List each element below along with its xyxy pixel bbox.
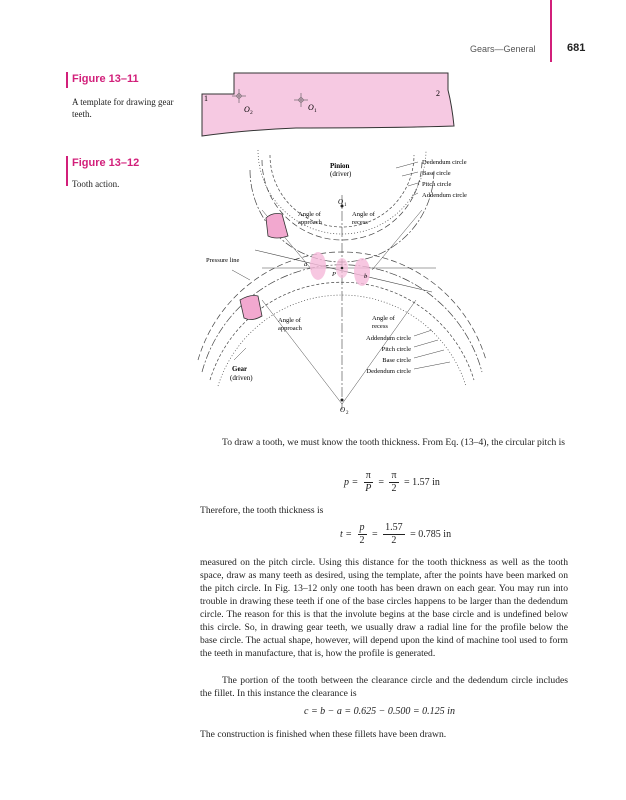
figure-13-12-caption: Tooth action.	[72, 179, 120, 189]
bottom-circle-label-3: Base circle	[382, 357, 411, 364]
tooth-action-diagram	[195, 140, 495, 422]
contact-region-a	[310, 252, 326, 280]
figure-13-11-accent-bar	[66, 72, 68, 88]
gear-tooth-shape	[240, 296, 262, 320]
pitch-point-dot	[341, 267, 344, 270]
paragraph-4: The portion of the tooth between the clearance circle and the dedendum circle includes the fillet. In this instance the clearance is	[200, 675, 568, 699]
pressure-line-leader	[232, 270, 250, 280]
top-circle-label-1: Dedendum circle	[422, 159, 467, 166]
template-o1-sub: 1	[314, 108, 317, 114]
eq2-den-1: 2	[359, 535, 365, 546]
top-circle-leaders	[396, 162, 418, 196]
eq2-den-2: 2	[391, 535, 397, 546]
figure-13-11-caption: A template for drawing gear teeth.	[72, 97, 174, 119]
eq2-result: = 0.785 in	[410, 528, 452, 540]
gear-label: Gear	[232, 365, 248, 373]
template-mark-1: 1	[204, 94, 208, 103]
paragraph-2: Therefore, the tooth thickness is	[200, 505, 324, 516]
eq1-frac-1	[364, 470, 373, 495]
pinion-tooth-shape	[266, 214, 288, 239]
eq1-den-1: P	[365, 483, 372, 494]
bottom-circle-label-4: Dedendum circle	[366, 368, 411, 375]
gear-label-leader	[234, 348, 246, 360]
figure-13-11-label: Figure 13–11	[72, 73, 139, 85]
point-a-label: a	[304, 261, 308, 268]
paragraph-5: The construction is finished when these fillets have been drawn.	[200, 729, 447, 740]
diagram-o2-label: O	[340, 406, 346, 414]
header-accent-rule	[550, 0, 552, 62]
diagram-o2-sub: 2	[346, 411, 349, 416]
template-mark-2: 2	[436, 89, 440, 98]
template-o2-sub: 2	[250, 110, 253, 116]
bottom-circle-label-1: Addendum circle	[366, 335, 411, 342]
eq1-num-2: π	[391, 470, 397, 481]
point-b-label: b	[364, 273, 368, 280]
angle-recess-top-2: recess	[352, 219, 368, 226]
eq1-num-1: π	[365, 470, 371, 481]
eq1-result: = 1.57 in	[404, 476, 440, 488]
top-circle-label-2: Base circle	[422, 170, 451, 177]
recess-leader-top	[372, 210, 422, 270]
figure-13-12-accent-bar	[66, 156, 68, 186]
angle-recess-top-1: Angle of	[352, 211, 375, 218]
eq2-equals: =	[372, 528, 378, 540]
eq1-lhs: p =	[344, 476, 359, 488]
equation-clearance: c = b − a = 0.625 − 0.500 = 0.125 in	[304, 706, 455, 717]
top-circle-label-4: Addendum circle	[422, 192, 467, 199]
approach-leader-bottom	[262, 300, 342, 404]
template-shape	[202, 73, 454, 136]
angle-approach-top-1: Angle of	[298, 211, 321, 218]
gear-template-figure	[196, 70, 458, 138]
bottom-circle-label-2: Pitch circle	[381, 346, 411, 353]
eq2-num-1: p	[359, 522, 365, 533]
angle-approach-bot-1: Angle of	[278, 317, 301, 324]
top-circle-label-3: Pitch circle	[422, 181, 452, 188]
diagram-o1-sub: 1	[344, 203, 347, 208]
eq2-frac-2	[383, 522, 405, 547]
bottom-circle-leaders	[414, 330, 450, 369]
paragraph-3: measured on the pitch circle. Using this distance for the tooth thickness as well as the tooth space, draw as many teeth as desired, using the template, after the points have been marked on the pitch circle. In Fig. 13–12 only one tooth has been drawn on each gear. You may run into trouble in drawing these teeth if one of the base circles happens to be larger than the dedendum circle. The reason for this is that the involute begins at the base circle and is undefined below this circle. So, in drawing gear teeth, we usually draw a radial line for the profile below the base circle. The actual shape, however, will depend upon the kind of machine tool used to form the teeth in manufacture, that is, how the profile is generated.	[200, 557, 568, 659]
angle-approach-top-2: approach	[298, 219, 322, 226]
angle-recess-bot-2: recess	[372, 323, 388, 330]
paragraph-1: To draw a tooth, we must know the tooth thickness. From Eq. (13–4), the circular pitch is	[222, 437, 566, 448]
running-title: Gears—General	[470, 44, 536, 54]
pressure-line-label: Pressure line	[206, 257, 240, 264]
figure-13-12-label: Figure 13–12	[72, 157, 140, 169]
equation-circular-pitch	[344, 470, 440, 495]
eq2-lhs: t =	[340, 528, 353, 540]
point-p-label: P	[332, 271, 336, 278]
pinion-label: Pinion	[330, 162, 350, 170]
template-o2-label: O	[244, 105, 250, 114]
eq1-frac-2	[389, 470, 398, 495]
equation-tooth-thickness	[340, 522, 451, 547]
angle-recess-bot-1: Angle of	[372, 315, 395, 322]
eq1-den-2: 2	[391, 483, 397, 494]
pinion-role: (driver)	[330, 170, 352, 178]
o2-center-dot	[341, 399, 344, 402]
diagram-o1-label: O	[338, 198, 344, 206]
eq2-frac-1	[358, 522, 367, 547]
template-o1-label: O	[308, 103, 314, 112]
page-number: 681	[567, 42, 586, 54]
gear-role: (driven)	[230, 374, 253, 382]
angle-approach-bot-2: approach	[278, 325, 302, 332]
eq2-num-2: 1.57	[385, 522, 403, 533]
contact-region-b	[354, 258, 370, 286]
eq1-equals: =	[378, 476, 384, 488]
